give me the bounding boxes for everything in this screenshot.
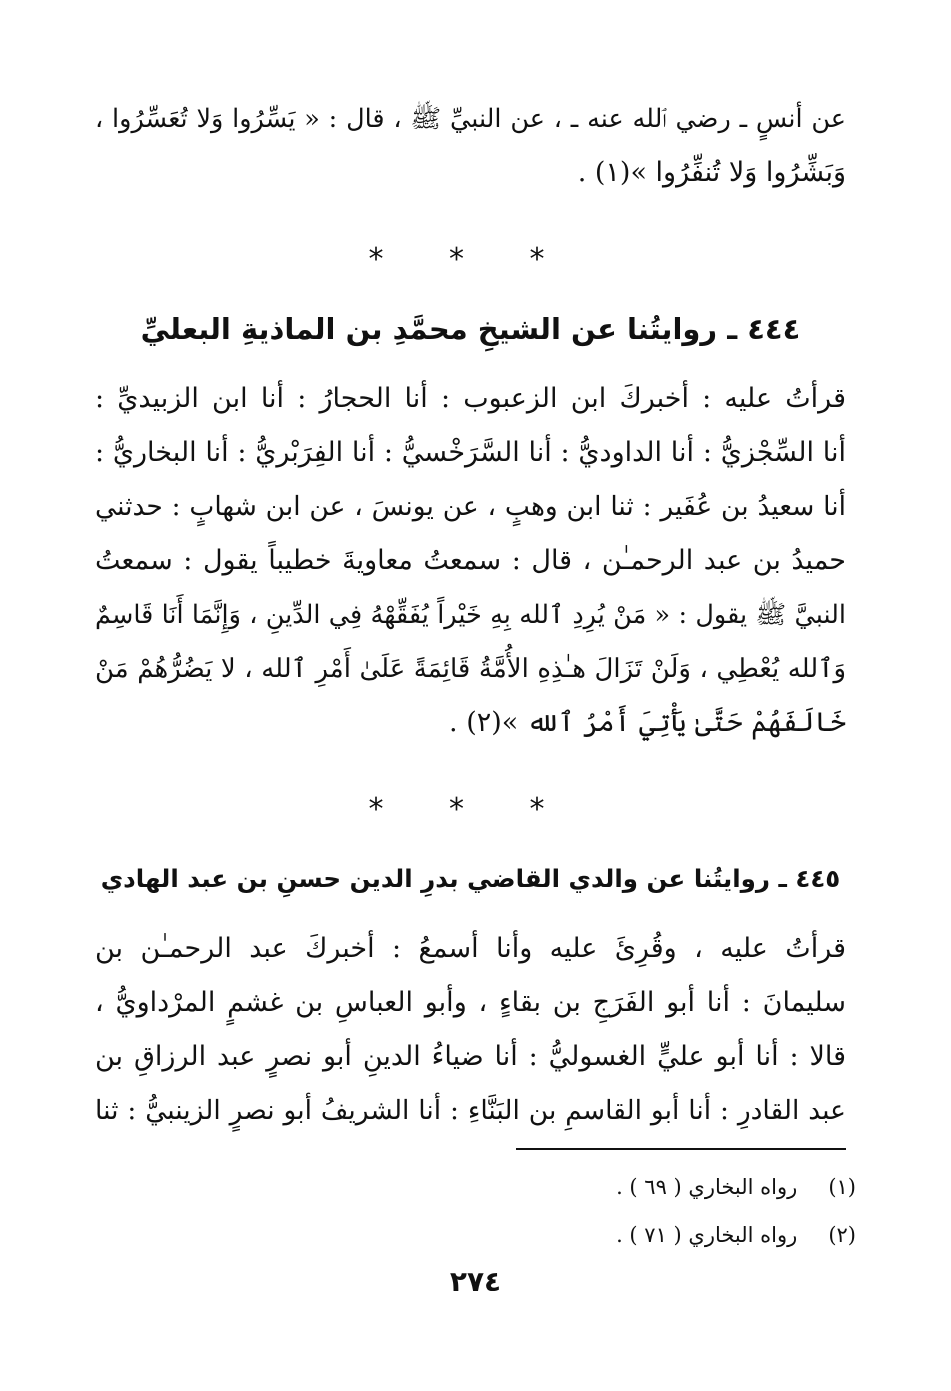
footnote-number: (٢) [828,1223,856,1247]
paragraph-line: عن أنسٍ ـ رضي ٱلله عنه ـ ، عن النبيِّ ﷺ ، قال : « يَسِّرُوا وَلا تُعَسِّرُوا ، [95,104,846,134]
page-body [95,92,846,1138]
footnote-text: رواه البخاري ( ٧١ ) . [616,1223,798,1247]
paragraph-line: عبد القادرِ : أنا أبو القاسمِ بن البَنَّاءِ : أنا الشريفُ أبو نصرٍ الزينبيُّ : ثنا [95,1095,846,1126]
footnotes [616,1163,856,1259]
paragraph-line: قرأتُ عليه ، وقُرِئَ عليه وأنا أسمعُ : أخبركَ عبد الرحمـٰن بن [95,933,846,964]
footnote-divider [516,1148,846,1150]
footnote-number: (١) [828,1175,856,1199]
section-heading: ٤٤٥ ـ روايتُنا عن والدي القاضي بدرِ الدين حسنِ بن عبد الهادي [100,864,841,893]
footnote-item [616,1163,856,1211]
section-separator: * * * [368,792,573,827]
paragraph-line: أنا السِّجْزيُّ : أنا الداوديُّ : أنا السَّرَخْسيُّ : أنا الفِرَبْريُّ : أنا البخاريُّ : [95,437,846,468]
paragraph-line: وَبَشِّرُوا وَلا تُنفِّرُوا »(١) . [577,157,846,188]
paragraph-line: قالا : أنا أبو عليٍّ الغسوليُّ : أنا ضياءُ الدينِ أبو نصرٍ عبد الرزاقِ بن [95,1041,846,1072]
paragraph-line: حميدُ بن عبد الرحمـٰن ، قال : سمعتُ معاويةَ خطيباً يقول : سمعتُ [95,545,846,576]
page-number: ٢٧٤ [449,1265,502,1298]
section-445 [95,854,846,1138]
paragraph-line: النبيَّ ﷺ يقول : « مَنْ يُرِدِ ٱلله بِهِ خَيْراً يُفَقِّهْهُ فِي الدِّينِ ، وَإِنَّمَا أَنَا قَاسِمٌ [95,600,846,630]
footnote-item [616,1211,856,1259]
paragraph-line: أنا سعيدُ بن عُفَير : ثنا ابن وهبٍ ، عن يونسَ ، عن ابن شهابٍ : حدثني [95,491,846,522]
top-paragraph [95,92,846,200]
paragraph-line: سليمانَ : أنا أبو الفَرَجِ بن بقاءٍ ، وأبو العباسِ بن غشمٍ المرْداويُّ ، [95,987,846,1018]
section-heading: ٤٤٤ ـ روايتُنا عن الشيخِ محمَّدِ بن الماذيةِ البعليِّ [140,312,801,346]
footnote-text: رواه البخاري ( ٦٩ ) . [616,1175,798,1199]
section-444 [95,304,846,750]
section-separator: * * * [368,242,573,277]
paragraph-line: وَٱلله يُعْطِي ، وَلَنْ تَزَالَ هـٰذِهِ الأُمَّةُ قَائِمَةً عَلَىٰ أَمْرِ ٱلله ، لا يَضُرُّهُمْ مَنْ [95,654,846,684]
paragraph-line: قرأتُ عليه : أخبركَ ابن الزعبوب : أنا الحجارُ : أنا ابن الزبيديِّ : [95,383,846,414]
paragraph-line: خَالَفَهُمْ حَتَّىٰ يَأْتِيَ أَمْرُ ٱلله »(٢) . [449,707,846,738]
